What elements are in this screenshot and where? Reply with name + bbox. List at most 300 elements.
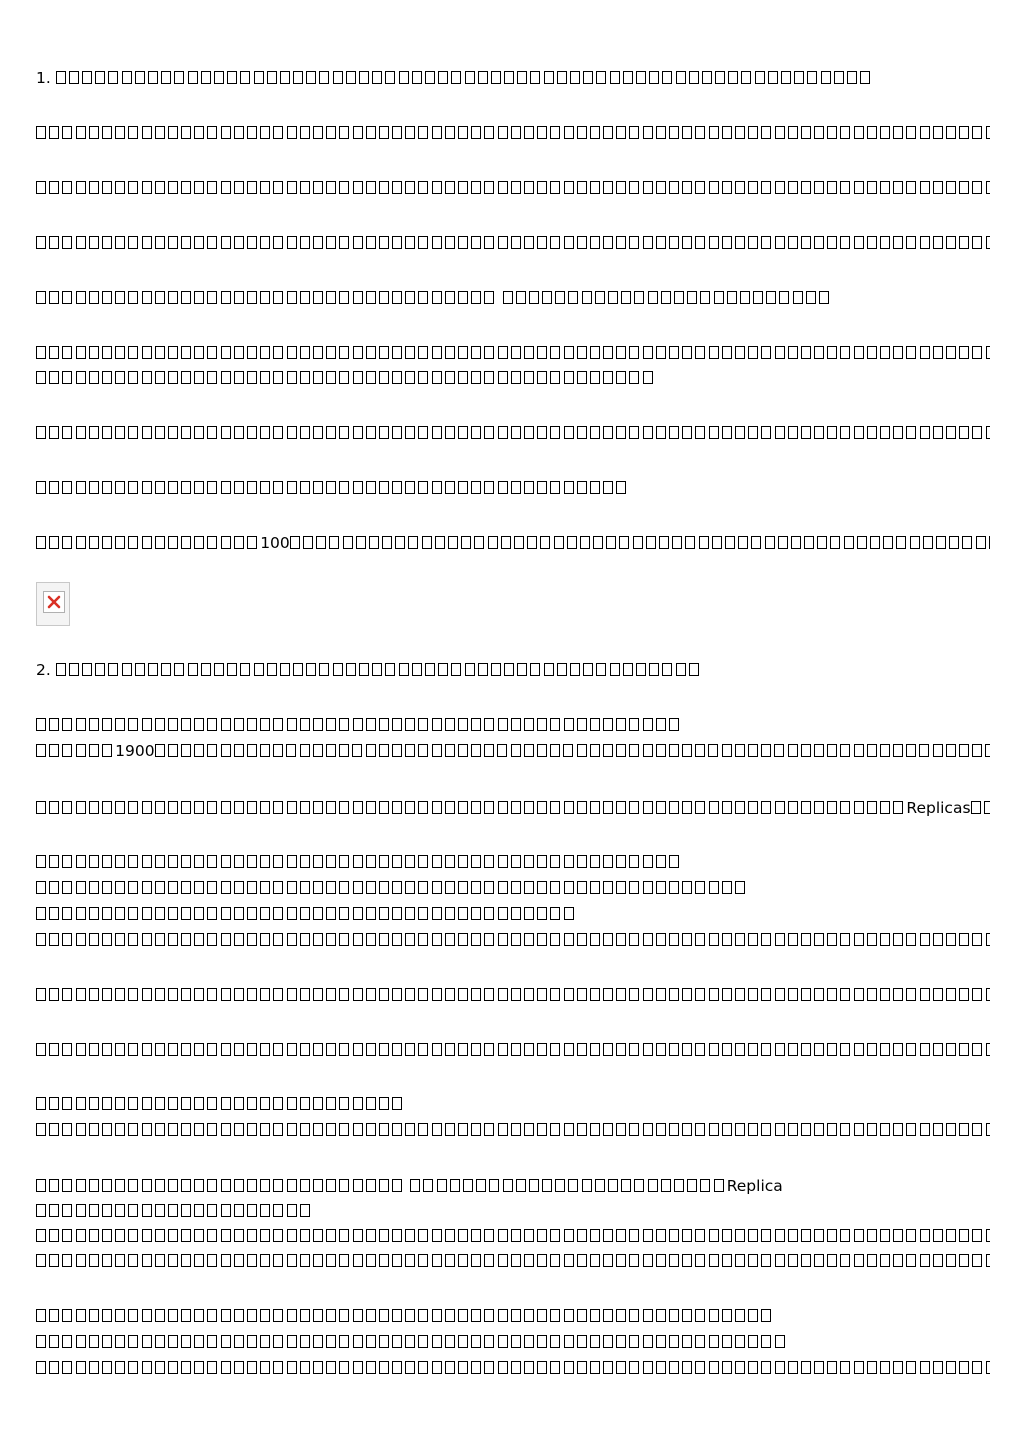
- missing-glyph: [432, 371, 442, 384]
- missing-glyph: [933, 744, 943, 757]
- missing-glyph: [788, 801, 798, 814]
- missing-glyph: [695, 236, 705, 249]
- missing-glyph: [695, 1229, 705, 1242]
- missing-glyph: [168, 1204, 178, 1217]
- missing-glyph: [735, 1361, 745, 1374]
- missing-glyph: [933, 1254, 943, 1267]
- missing-glyph: [920, 1123, 930, 1136]
- missing-glyph: [260, 426, 270, 439]
- missing-glyph: [461, 536, 471, 549]
- missing-glyph: [821, 71, 831, 84]
- missing-glyph: [36, 291, 46, 304]
- missing-glyph: [893, 236, 903, 249]
- missing-glyph: [432, 291, 442, 304]
- missing-glyph: [128, 346, 138, 359]
- missing-glyph: [603, 481, 613, 494]
- missing-glyph: [418, 881, 428, 894]
- missing-glyph: [353, 481, 363, 494]
- missing-glyph: [69, 71, 79, 84]
- missing-glyph: [695, 744, 705, 757]
- missing-glyph: [392, 181, 402, 194]
- missing-glyph: [860, 71, 870, 84]
- missing-glyph: [854, 1254, 864, 1267]
- missing-glyph: [36, 126, 46, 139]
- text-run: Replica: [726, 1177, 783, 1195]
- missing-glyph: [115, 855, 125, 868]
- missing-glyph: [661, 1179, 671, 1192]
- missing-glyph: [643, 371, 653, 384]
- missing-glyph: [463, 1179, 473, 1192]
- missing-glyph: [854, 346, 864, 359]
- missing-glyph: [405, 1229, 415, 1242]
- missing-glyph: [583, 71, 593, 84]
- missing-glyph: [768, 71, 778, 84]
- missing-glyph: [168, 1309, 178, 1322]
- missing-glyph: [254, 71, 264, 84]
- missing-glyph: [353, 1254, 363, 1267]
- missing-glyph: [313, 1335, 323, 1348]
- missing-glyph: [273, 933, 283, 946]
- missing-glyph: [524, 907, 534, 920]
- missing-glyph: [115, 1335, 125, 1348]
- missing-glyph: [234, 371, 244, 384]
- missing-glyph: [920, 933, 930, 946]
- missing-glyph: [221, 1043, 231, 1056]
- missing-glyph: [867, 1043, 877, 1056]
- missing-glyph: [537, 1335, 547, 1348]
- missing-glyph: [247, 426, 257, 439]
- missing-glyph: [656, 801, 666, 814]
- missing-glyph: [174, 663, 184, 676]
- missing-glyph: [313, 181, 323, 194]
- missing-glyph: [260, 1179, 270, 1192]
- missing-glyph: [695, 1043, 705, 1056]
- missing-glyph: [128, 801, 138, 814]
- missing-glyph: [577, 1309, 587, 1322]
- missing-glyph: [326, 1123, 336, 1136]
- missing-glyph: [247, 1229, 257, 1242]
- missing-glyph: [273, 855, 283, 868]
- missing-glyph: [761, 1309, 771, 1322]
- missing-glyph: [471, 718, 481, 731]
- missing-glyph: [946, 933, 956, 946]
- missing-glyph: [273, 291, 283, 304]
- missing-glyph: [36, 1204, 46, 1217]
- missing-glyph: [643, 933, 653, 946]
- missing-glyph: [372, 71, 382, 84]
- missing-glyph: [142, 181, 152, 194]
- missing-glyph: [432, 426, 442, 439]
- missing-glyph: [287, 1204, 297, 1217]
- missing-glyph: [194, 933, 204, 946]
- missing-glyph: [603, 1229, 613, 1242]
- missing-glyph: [906, 126, 916, 139]
- missing-glyph: [761, 1123, 771, 1136]
- missing-glyph: [221, 1309, 231, 1322]
- missing-glyph: [234, 481, 244, 494]
- missing-glyph: [168, 1097, 178, 1110]
- missing-glyph: [564, 907, 574, 920]
- missing-glyph: [906, 346, 916, 359]
- missing-glyph: [418, 371, 428, 384]
- missing-glyph: [801, 801, 811, 814]
- missing-glyph: [303, 536, 313, 549]
- missing-glyph: [300, 481, 310, 494]
- missing-glyph: [616, 1229, 626, 1242]
- missing-glyph: [49, 481, 59, 494]
- missing-glyph: [102, 126, 112, 139]
- missing-glyph: [972, 744, 982, 757]
- missing-glyph: [128, 1204, 138, 1217]
- missing-glyph: [669, 881, 679, 894]
- missing-glyph: [933, 1043, 943, 1056]
- missing-glyph: [102, 1179, 112, 1192]
- missing-glyph: [339, 1229, 349, 1242]
- missing-glyph: [181, 1043, 191, 1056]
- missing-glyph: [775, 1043, 785, 1056]
- missing-glyph: [300, 907, 310, 920]
- missing-glyph: [313, 988, 323, 1001]
- missing-glyph: [933, 988, 943, 1001]
- missing-glyph: [501, 536, 511, 549]
- missing-glyph: [76, 1254, 86, 1267]
- missing-glyph: [62, 907, 72, 920]
- missing-glyph: [550, 1361, 560, 1374]
- missing-glyph: [181, 881, 191, 894]
- missing-glyph: [194, 181, 204, 194]
- missing-glyph: [656, 881, 666, 894]
- missing-glyph: [621, 1179, 631, 1192]
- missing-glyph: [405, 181, 415, 194]
- missing-glyph: [115, 371, 125, 384]
- missing-glyph: [537, 371, 547, 384]
- missing-glyph: [629, 881, 639, 894]
- missing-glyph: [207, 1309, 217, 1322]
- missing-glyph: [287, 1097, 297, 1110]
- missing-glyph: [709, 881, 719, 894]
- missing-glyph: [933, 1229, 943, 1242]
- missing-glyph: [537, 801, 547, 814]
- missing-glyph: [748, 744, 758, 757]
- missing-glyph: [115, 881, 125, 894]
- missing-glyph: [643, 1229, 653, 1242]
- missing-glyph: [273, 718, 283, 731]
- missing-glyph: [115, 1043, 125, 1056]
- missing-glyph: [366, 907, 376, 920]
- missing-glyph: [366, 291, 376, 304]
- missing-glyph: [432, 744, 442, 757]
- missing-glyph: [577, 881, 587, 894]
- missing-glyph: [247, 236, 257, 249]
- missing-glyph: [748, 1123, 758, 1136]
- missing-glyph: [385, 663, 395, 676]
- missing-glyph: [300, 801, 310, 814]
- missing-glyph: [108, 71, 118, 84]
- missing-glyph: [458, 855, 468, 868]
- missing-glyph: [603, 988, 613, 1001]
- missing-glyph: [448, 536, 458, 549]
- missing-glyph: [669, 126, 679, 139]
- missing-glyph: [709, 236, 719, 249]
- missing-glyph: [669, 933, 679, 946]
- missing-glyph: [343, 536, 353, 549]
- missing-glyph: [313, 126, 323, 139]
- missing-glyph: [682, 744, 692, 757]
- missing-glyph: [646, 536, 656, 549]
- missing-glyph: [313, 907, 323, 920]
- missing-glyph: [379, 346, 389, 359]
- missing-glyph: [326, 426, 336, 439]
- missing-glyph: [722, 744, 732, 757]
- missing-glyph: [484, 181, 494, 194]
- missing-glyph: [142, 291, 152, 304]
- missing-glyph: [102, 371, 112, 384]
- missing-glyph: [880, 1229, 890, 1242]
- missing-glyph: [194, 346, 204, 359]
- missing-glyph: [590, 801, 600, 814]
- missing-glyph: [656, 346, 666, 359]
- missing-glyph: [484, 1043, 494, 1056]
- missing-glyph: [629, 1335, 639, 1348]
- missing-glyph: [484, 346, 494, 359]
- missing-glyph: [115, 1361, 125, 1374]
- missing-glyph: [36, 371, 46, 384]
- missing-glyph: [155, 181, 165, 194]
- missing-glyph: [36, 536, 46, 549]
- missing-glyph: [293, 71, 303, 84]
- missing-glyph: [695, 988, 705, 1001]
- missing-glyph: [339, 1361, 349, 1374]
- missing-glyph: [366, 933, 376, 946]
- missing-glyph: [827, 426, 837, 439]
- missing-glyph: [577, 1043, 587, 1056]
- missing-glyph: [115, 1179, 125, 1192]
- missing-glyph: [405, 801, 415, 814]
- missing-glyph: [102, 481, 112, 494]
- missing-glyph: [76, 1204, 86, 1217]
- missing-glyph: [221, 346, 231, 359]
- missing-glyph: [313, 481, 323, 494]
- missing-glyph: [608, 1179, 618, 1192]
- missing-glyph: [788, 1043, 798, 1056]
- missing-glyph: [959, 988, 969, 1001]
- missing-glyph: [933, 181, 943, 194]
- missing-glyph: [933, 126, 943, 139]
- missing-glyph: [326, 1254, 336, 1267]
- missing-glyph: [491, 71, 501, 84]
- missing-glyph: [168, 536, 178, 549]
- missing-glyph: [629, 371, 639, 384]
- missing-glyph: [300, 1043, 310, 1056]
- missing-glyph: [458, 426, 468, 439]
- missing-glyph: [788, 1229, 798, 1242]
- missing-glyph: [867, 236, 877, 249]
- missing-glyph: [207, 988, 217, 1001]
- missing-glyph: [616, 371, 626, 384]
- missing-glyph: [629, 988, 639, 1001]
- missing-glyph: [827, 801, 837, 814]
- missing-glyph: [221, 426, 231, 439]
- missing-glyph: [432, 481, 442, 494]
- missing-glyph: [590, 1309, 600, 1322]
- missing-glyph: [669, 988, 679, 1001]
- missing-glyph: [801, 181, 811, 194]
- missing-glyph: [577, 181, 587, 194]
- missing-glyph: [155, 1204, 165, 1217]
- missing-glyph: [567, 536, 577, 549]
- missing-glyph: [498, 1335, 508, 1348]
- missing-glyph: [590, 1229, 600, 1242]
- missing-glyph: [906, 236, 916, 249]
- missing-glyph: [590, 855, 600, 868]
- missing-glyph: [353, 933, 363, 946]
- missing-glyph: [49, 1179, 59, 1192]
- missing-glyph: [564, 881, 574, 894]
- missing-glyph: [867, 181, 877, 194]
- missing-glyph: [570, 663, 580, 676]
- missing-glyph: [313, 1309, 323, 1322]
- missing-glyph: [76, 346, 86, 359]
- missing-glyph: [634, 1179, 644, 1192]
- missing-glyph: [722, 1309, 732, 1322]
- missing-glyph: [36, 1043, 46, 1056]
- missing-glyph: [89, 481, 99, 494]
- missing-glyph: [986, 346, 991, 359]
- missing-glyph: [949, 536, 959, 549]
- missing-glyph: [761, 426, 771, 439]
- missing-glyph: [840, 933, 850, 946]
- missing-glyph: [621, 291, 631, 304]
- missing-glyph: [986, 933, 991, 946]
- missing-glyph: [682, 126, 692, 139]
- missing-glyph: [484, 801, 494, 814]
- missing-glyph: [49, 126, 59, 139]
- missing-glyph: [142, 371, 152, 384]
- missing-glyph: [517, 663, 527, 676]
- missing-glyph: [445, 1309, 455, 1322]
- missing-glyph: [405, 988, 415, 1001]
- missing-glyph: [62, 855, 72, 868]
- missing-glyph: [62, 1335, 72, 1348]
- missing-glyph: [920, 988, 930, 1001]
- missing-glyph: [89, 236, 99, 249]
- missing-glyph: [379, 371, 389, 384]
- missing-glyph: [616, 1335, 626, 1348]
- missing-glyph: [714, 1179, 724, 1192]
- missing-glyph: [356, 536, 366, 549]
- missing-glyph: [49, 536, 59, 549]
- missing-glyph: [840, 1254, 850, 1267]
- missing-glyph: [115, 236, 125, 249]
- missing-glyph: [603, 718, 613, 731]
- missing-glyph: [458, 1361, 468, 1374]
- missing-glyph: [498, 1361, 508, 1374]
- missing-glyph: [395, 536, 405, 549]
- missing-glyph: [537, 126, 547, 139]
- missing-glyph: [725, 536, 735, 549]
- missing-glyph: [115, 801, 125, 814]
- missing-glyph: [629, 933, 639, 946]
- missing-glyph: [142, 1043, 152, 1056]
- missing-glyph: [867, 744, 877, 757]
- missing-glyph: [524, 1309, 534, 1322]
- missing-glyph: [418, 1043, 428, 1056]
- missing-glyph: [920, 1043, 930, 1056]
- missing-glyph: [155, 536, 165, 549]
- missing-glyph: [834, 71, 844, 84]
- missing-glyph: [906, 1043, 916, 1056]
- missing-glyph: [959, 236, 969, 249]
- missing-glyph: [920, 426, 930, 439]
- text-run: 1.: [36, 69, 56, 87]
- missing-glyph: [76, 371, 86, 384]
- missing-glyph: [207, 1335, 217, 1348]
- missing-glyph: [405, 718, 415, 731]
- missing-glyph: [906, 933, 916, 946]
- missing-glyph: [484, 855, 494, 868]
- missing-glyph: [102, 426, 112, 439]
- missing-glyph: [128, 291, 138, 304]
- missing-glyph: [564, 1361, 574, 1374]
- missing-glyph: [339, 1123, 349, 1136]
- missing-glyph: [471, 291, 481, 304]
- missing-glyph: [181, 536, 191, 549]
- missing-glyph: [418, 1123, 428, 1136]
- missing-glyph: [300, 718, 310, 731]
- text-line: [36, 930, 990, 950]
- missing-glyph: [702, 71, 712, 84]
- missing-glyph: [814, 988, 824, 1001]
- missing-glyph: [910, 536, 920, 549]
- missing-glyph: [76, 1123, 86, 1136]
- missing-glyph: [695, 1361, 705, 1374]
- missing-glyph: [273, 1123, 283, 1136]
- missing-glyph: [906, 988, 916, 1001]
- missing-glyph: [247, 881, 257, 894]
- missing-glyph: [155, 371, 165, 384]
- missing-glyph: [498, 988, 508, 1001]
- missing-glyph: [933, 236, 943, 249]
- missing-glyph: [544, 663, 554, 676]
- missing-glyph: [379, 236, 389, 249]
- missing-glyph: [115, 1204, 125, 1217]
- missing-glyph: [405, 933, 415, 946]
- missing-glyph: [76, 1309, 86, 1322]
- missing-glyph: [49, 1097, 59, 1110]
- missing-glyph: [761, 933, 771, 946]
- missing-glyph: [972, 181, 982, 194]
- missing-glyph: [537, 855, 547, 868]
- missing-glyph: [814, 933, 824, 946]
- missing-glyph: [418, 126, 428, 139]
- missing-glyph: [458, 718, 468, 731]
- text-run: Replicas: [906, 799, 971, 817]
- missing-glyph: [971, 801, 981, 814]
- missing-glyph: [582, 291, 592, 304]
- missing-glyph: [379, 1043, 389, 1056]
- missing-glyph: [273, 1335, 283, 1348]
- missing-glyph: [313, 371, 323, 384]
- missing-glyph: [76, 718, 86, 731]
- missing-glyph: [761, 181, 771, 194]
- missing-glyph: [791, 536, 801, 549]
- missing-glyph: [708, 744, 718, 757]
- missing-glyph: [260, 181, 270, 194]
- missing-glyph: [893, 126, 903, 139]
- missing-glyph: [128, 1229, 138, 1242]
- missing-glyph: [188, 71, 198, 84]
- missing-glyph: [972, 126, 982, 139]
